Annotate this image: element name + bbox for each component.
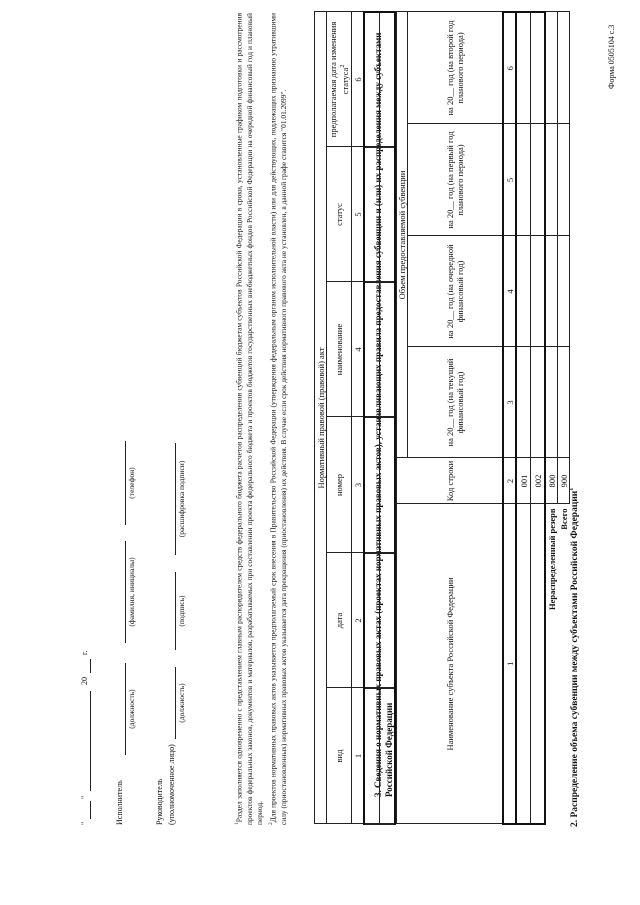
- executor-name-line: [125, 541, 126, 643]
- head-label: Руководитель: [155, 778, 164, 825]
- date-year-suffix: г.: [80, 650, 89, 655]
- cap-position-2: (должность): [127, 689, 136, 729]
- data-cell: [380, 282, 396, 417]
- head-label-2: (уполномоченное лицо): [167, 744, 176, 825]
- col-region-header: Наименование субъекта Российской Федерации: [397, 504, 504, 824]
- executor-label: Исполнитель: [115, 780, 124, 825]
- cap-name: (фамилия, инициалы): [127, 557, 136, 627]
- col-status-footnote: 2: [340, 64, 347, 68]
- col-number: 3: [352, 417, 365, 553]
- head-position-line: [175, 667, 176, 739]
- value-cell: [531, 347, 546, 458]
- col-status: статус: [327, 147, 352, 282]
- year-header-current: на 20__ год (на текущий финансовый год): [408, 347, 504, 458]
- section2-title-footnote: 1: [569, 487, 575, 491]
- legal-acts-table: [314, 11, 396, 825]
- value-cell: [531, 124, 546, 236]
- footnote-1: [232, 13, 266, 825]
- row-code: 002: [531, 458, 546, 504]
- col-status-change-date: [327, 12, 352, 147]
- total-label: Всего: [558, 508, 569, 530]
- col-number: 6: [352, 12, 365, 147]
- data-cell: [364, 688, 380, 824]
- data-cell: [380, 12, 396, 147]
- section3-title: 3. Сведения о нормативных правовых актах (проектах нормативных правовых актов), устанавливающих правила предоставления субвенции и (или) их распределения между субъектами Российской Федерации: [373, 32, 394, 797]
- col-number: 1: [503, 504, 516, 824]
- value-cell: [558, 347, 570, 458]
- col-number: 4: [503, 236, 516, 347]
- cap-phone: (телефон): [127, 467, 136, 499]
- footnote-1-text: Раздел заполняется одновременно с представлением главным распорядителем средств федерального бюджета расчетов распределения субвенций бюджетам субъектов Российской Федерации в сроки, установленные графиком подготовки и рассмотрения проектов федеральных законов, документов и материалов, разрабатываемых при составлении проекта федерального бюджета и проектов бюджетов государственных внебюджетных фондов Российской Федерации на очередной финансовый год и плановый период.: [234, 13, 265, 825]
- cap-decode: (расшифровка подписи): [177, 460, 186, 538]
- reserve-row: [545, 12, 558, 824]
- value-cell: [531, 236, 546, 347]
- footnotes: [232, 13, 289, 825]
- section2-title-text: 2. Распределение объема субвенции между субъектами Российской Федерации: [570, 490, 581, 827]
- value-cell: [558, 12, 570, 124]
- date-day-line: [90, 801, 91, 819]
- col-number: 1: [352, 688, 365, 824]
- value-cell: [516, 236, 531, 347]
- data-cell: [380, 688, 396, 824]
- col-number: 5: [503, 124, 516, 236]
- data-cell: [380, 147, 396, 282]
- col-number: 6: [503, 12, 516, 124]
- executor-position-line: [125, 663, 126, 755]
- table-row: [516, 12, 531, 824]
- footnote-2-text: Для проектов нормативных правовых актов указывается предполагаемый срок внесения в Правительство Российской Федерации (утверждения федеральным органом исполнительной власти) или для действующих, подлежащих признанию утратившими силу (приостановленных) нормативных правовых актов указывается дата прекращения (приостановления) их действия. В случае если срок действия нормативного правового акта не установлен, в данной графе ставится "01.01.2099".: [268, 13, 288, 825]
- col-number: 5: [352, 147, 365, 282]
- subvention-distribution-table: [396, 11, 570, 825]
- footnote-2: [266, 13, 289, 825]
- data-cell: [364, 282, 380, 417]
- row-code: 001: [516, 458, 531, 504]
- value-cell: [545, 124, 558, 236]
- col-date: дата: [327, 553, 352, 688]
- table-row: [531, 12, 546, 824]
- head-decode-line: [175, 443, 176, 555]
- region-cell: [531, 504, 546, 824]
- cap-position: (должность): [177, 683, 186, 723]
- col-number: 3: [503, 347, 516, 458]
- value-cell: [516, 12, 531, 124]
- col-number: 4: [352, 282, 365, 417]
- data-cell: [380, 553, 396, 688]
- data-cell: [364, 12, 380, 147]
- table-row: [364, 12, 380, 824]
- year-header-plan2: на 20__ год (на второй год планового периода): [408, 12, 504, 124]
- cap-signature: (подпись): [177, 595, 186, 627]
- col-number-header: номер: [327, 417, 352, 553]
- value-cell: [545, 12, 558, 124]
- year-header-plan1: на 20__ год (на первый год планового периода): [408, 124, 504, 236]
- head-signature-line: [175, 572, 176, 650]
- footnote-1-mark: 1: [234, 822, 240, 825]
- date-month-line: [90, 691, 91, 791]
- reserve-label: Нераспределенный резерв: [546, 508, 557, 610]
- footnote-2-mark: 2: [267, 822, 274, 825]
- data-cell: [364, 417, 380, 553]
- section2-title: [569, 488, 580, 827]
- date-year-line: [90, 659, 91, 673]
- executor-phone-line: [125, 441, 126, 525]
- col-status-change-date-text: предполагаемая дата изменения статуса: [328, 21, 350, 138]
- year-header-next: на 20__ год (на очередной финансовый год): [408, 236, 504, 347]
- col-volume-header: Объем предоставляемой субвенции: [397, 12, 408, 458]
- col-kind: вид: [327, 688, 352, 824]
- data-cell: [380, 417, 396, 553]
- data-cell: [364, 147, 380, 282]
- table-row: [380, 12, 396, 824]
- value-cell: [545, 236, 558, 347]
- region-cell: [516, 504, 531, 824]
- value-cell: [545, 347, 558, 458]
- value-cell: [531, 12, 546, 124]
- row-code: 900: [558, 458, 570, 504]
- date-quote-open: ": [80, 821, 89, 825]
- act-header: Нормативный правовой (правовой) акт: [315, 12, 327, 824]
- date-quote-close: ": [80, 795, 89, 799]
- value-cell: [516, 124, 531, 236]
- col-number: 2: [503, 458, 516, 504]
- total-row: [558, 12, 570, 824]
- value-cell: [558, 236, 570, 347]
- col-name: наименование: [327, 282, 352, 417]
- date-year-prefix: 20: [80, 677, 89, 685]
- col-code-header: Код строки: [397, 458, 504, 504]
- col-number: 2: [352, 553, 365, 688]
- data-cell: [364, 553, 380, 688]
- row-code: 800: [545, 458, 558, 504]
- value-cell: [516, 347, 531, 458]
- form-code: Форма 0505104 с.3: [607, 24, 616, 89]
- value-cell: [558, 124, 570, 236]
